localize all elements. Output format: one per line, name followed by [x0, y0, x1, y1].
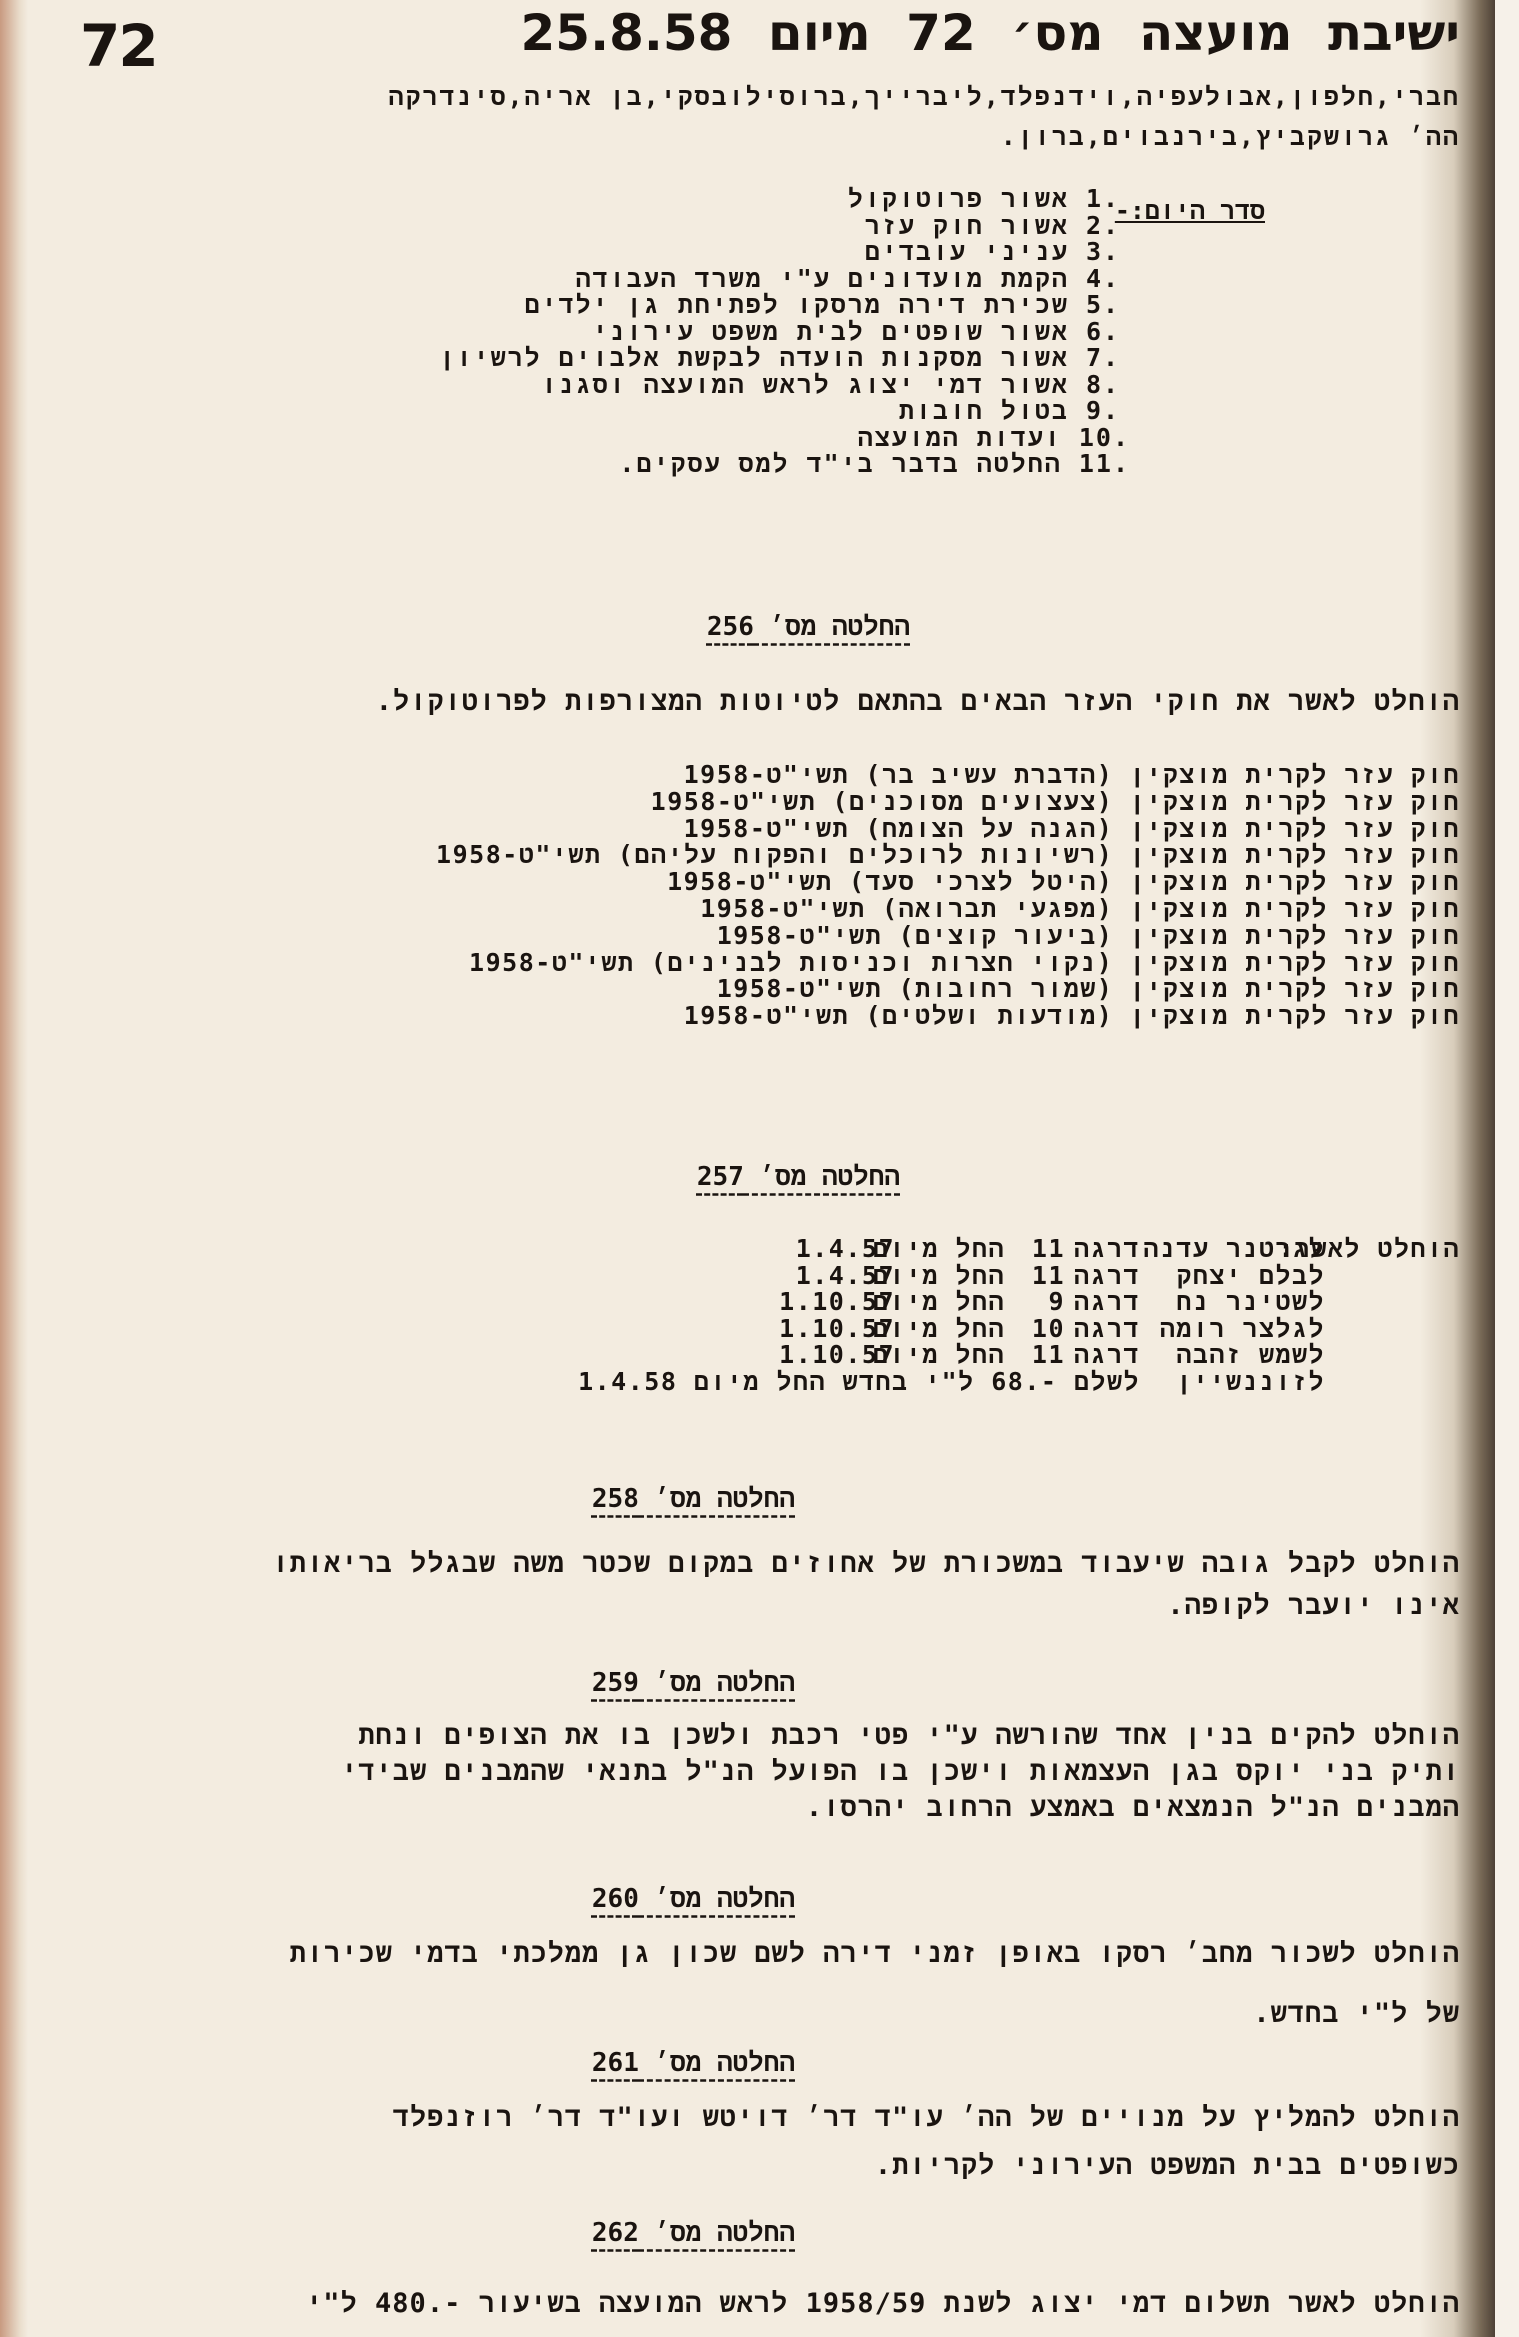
resolution-258-text-2: אינו יועבר לקופה.: [1167, 1590, 1460, 1621]
agenda-item: 4. הקמת מועדונים ע"י משרד העבודה: [575, 263, 1121, 293]
attendees-line-1: חברי,חלפון,אבולעפיה,וידנפלד,ליברייך,ברוסילובסקי,בן אריה,סינדרקה: [388, 82, 1460, 111]
resolution-261-text-2: כשופטים בבית המשפט העירוני לקריות.: [874, 2150, 1460, 2181]
resolution-260-title: החלטה מס׳ 260: [591, 1884, 795, 1914]
resolution-259-text-3: המבנים הנ"ל הנמצאים באמצע הרחוב יהרסו.: [805, 1792, 1460, 1823]
law-item: חוק עזר לקרית מוצקין (ביעור קוצים) תשי"ט-1958: [716, 920, 1460, 950]
resolution-256-intro: הוחלט לאשר את חוקי העזר הבאים בהתאם לטיוטות המצורפות לפרוטוקול.: [375, 686, 1460, 717]
law-item: חוק עזר לקרית מוצקין (היטל לצרכי סעד) תשי"ט-1958: [667, 867, 1460, 897]
page-number: 72: [80, 12, 157, 80]
law-item: חוק עזר לקרית מוצקין (נקוי חצרות וכניסות לבנינים) תשי"ט-1958: [469, 947, 1460, 977]
resolution-262-title: החלטה מס׳ 262: [591, 2218, 795, 2248]
agenda-item: 3. עניני עובדים: [864, 237, 1121, 266]
resolution-261-text-1: הוחלט להמליץ על מנויים של הה׳ עו"ד דר׳ דויטש ועו"ד דר׳ רוזנפלד: [392, 2102, 1460, 2133]
resolution-258-title: החלטה מס׳ 258: [591, 1484, 795, 1514]
agenda-list: [440, 186, 1130, 478]
agenda-item: 10. ועדות המועצה: [857, 422, 1130, 452]
resolution-259-title: החלטה מס׳ 259: [591, 1668, 795, 1698]
agenda-label: סדר היום:-: [1114, 196, 1265, 225]
law-item: חוק עזר לקרית מוצקין (רשיונות לרוכלים והפקוח עליהם) תשי"ט-1958: [436, 840, 1460, 870]
resolution-259-text-2: ותיק בני יוקס בגן העצמאות וישכן בו הפועל הנ"ל בתנאי שהמבנים שבידי: [341, 1756, 1460, 1787]
resolution-256-title: החלטה מס׳ 256: [706, 612, 910, 642]
resolution-259-text-1: הוחלט להקים בנין אחד שהורשה ע"י פטי רכבת ולשכן בו את הצופים ונחת: [358, 1720, 1460, 1751]
staff-row: לזוננשיין לשלם -.68 ל"י בחדש החל מיום 1.4.58: [578, 1366, 1325, 1396]
law-item: חוק עזר לקרית מוצקין (הדברת עשיב בר) תשי"ט-1958: [683, 760, 1460, 789]
resolution-257-table: [578, 1236, 1460, 1396]
law-item: חוק עזר לקרית מוצקין (צעצועים מסוכנים) תשי"ט-1958: [650, 786, 1460, 816]
resolution-256-laws: [436, 762, 1460, 1030]
resolution-260-text-2: של ל"י בחדש.: [1253, 1998, 1460, 2029]
document-page: [40, 0, 1460, 2337]
agenda-item: 7. אשור מסקנות הועדה לבקשת אלבוים לרשיון: [439, 343, 1121, 372]
resolution-257-title: החלטה מס׳ 257: [696, 1162, 900, 1192]
staff-row: לשמש זהבה דרגה 11 החל מיום 1.10.57: [779, 1340, 1325, 1370]
agenda-item: 5. שכירת דירה מרסקו לפתיחת גן ילדים: [524, 290, 1121, 319]
law-item: חוק עזר לקרית מוצקין (שמור רחובות) תשי"ט-1958: [716, 974, 1460, 1004]
agenda-item: 8. אשור דמי יצוג לראש המועצה וסגנו: [541, 369, 1121, 399]
staff-row: לגלצר רומה דרגה 10 החל מיום 1.10.57: [779, 1313, 1325, 1343]
page-left-edge: [0, 0, 28, 2337]
agenda-item: 11. החלטה בדבר בי"ד למס עסקים.: [619, 449, 1130, 478]
resolution-261-title: החלטה מס׳ 261: [591, 2048, 795, 2078]
law-item: חוק עזר לקרית מוצקין (מודעות ושלטים) תשי"ט-1958: [683, 1001, 1460, 1031]
agenda-item: 2. אשור חוק עזר: [864, 210, 1121, 240]
resolution-260-text-1: הוחלט לשכור מחב׳ רסקו באופן זמני דירה לשם שכון גן ממלכתי בדמי שכירות: [289, 1938, 1460, 1969]
adjacent-page-edge: [1495, 0, 1519, 2337]
staff-row: לבלם יצחק דרגה 11 החל מיום 1.4.57: [795, 1260, 1325, 1290]
agenda-item: 1. אשור פרוטוקול: [847, 184, 1121, 213]
agenda-item: 9. בטול חובות: [898, 396, 1121, 425]
resolution-262-text-1: הוחלט לאשר תשלום דמי יצוג לשנת 1958/59 לראש המועצה בשיעור -.480 ל"י: [306, 2288, 1460, 2319]
law-item: חוק עזר לקרית מוצקין (מפגעי תברואה) תשי"ט-1958: [700, 893, 1460, 923]
agenda-item: 6. אשור שופטים לבית משפט עירוני: [592, 316, 1121, 346]
resolution-258-text-1: הוחלט לקבל גובה שיעבוד במשכורת של אחוזים במקום שכטר משה שבגלל בריאותו: [272, 1548, 1460, 1579]
staff-row: הוחלט לאשר: לגרטנר עדנה דרגה 11 החל מיום 1.4.57: [795, 1234, 1460, 1263]
meeting-title: ישיבת מועצה מס׳ 72 מיום 25.8.58: [520, 4, 1460, 62]
staff-row: לשטינר נח דרגה 9 החל מיום 1.10.57: [779, 1287, 1325, 1317]
law-item: חוק עזר לקרית מוצקין (הגנה על הצומח) תשי"ט-1958: [683, 813, 1460, 843]
attendees-line-2: הה׳ גרושקביץ,בירנבוים,ברון.: [1000, 122, 1460, 151]
